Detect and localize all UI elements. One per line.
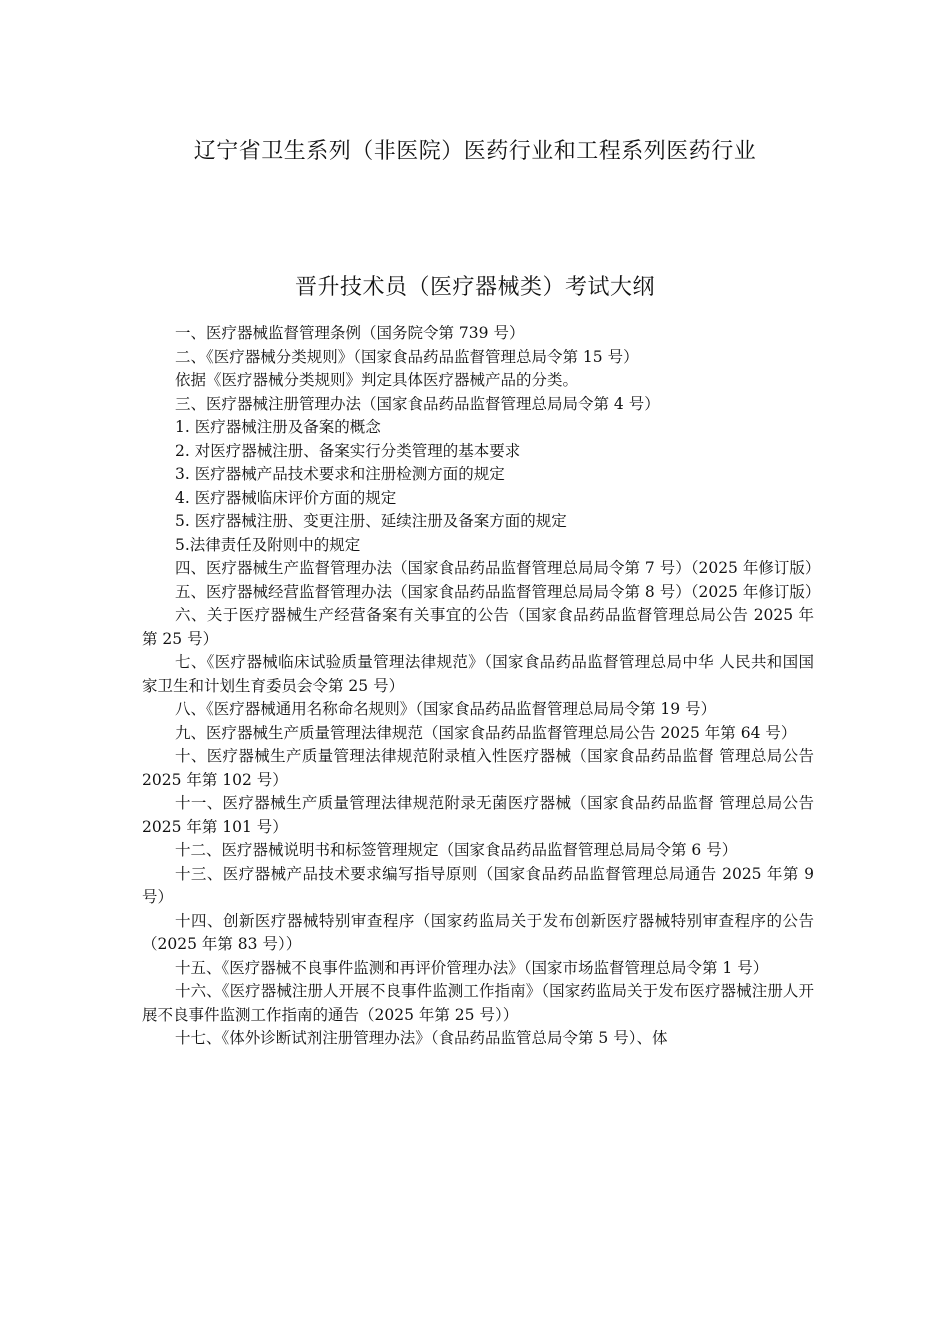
outline-subitem-3-2: 2. 对医疗器械注册、备案实行分类管理的基本要求 — [175, 441, 521, 460]
outline-item-12: 十二、医疗器械说明书和标签管理规定（国家食品药品监督管理总局局令第 6 号） — [175, 841, 738, 859]
outline-subitem-3-1: 1. 医疗器械注册及备案的概念 — [175, 418, 381, 436]
outline-item-7: 七、《医疗器械临床试验质量管理法律规范》（国家食品药品监督管理总局中华 人民共和国国家卫生和计划生育委员会令第 25 号） — [142, 653, 814, 695]
outline-item-10: 十、医疗器械生产质量管理法律规范附录植入性医疗器械（国家食品药品监督 管理总局公告 2025 年第 102 号） — [142, 747, 814, 789]
outline-subitem-3-6: 5.法律责任及附则中的规定 — [175, 535, 361, 554]
outline-item-1: 一、医疗器械监督管理条例（国务院令第 739 号） — [175, 324, 525, 342]
document-title-line-2: 晋升技术员（医疗器械类）考试大纲 — [294, 275, 655, 300]
outline-subitem-3-3: 3. 医疗器械产品技术要求和注册检测方面的规定 — [175, 465, 505, 483]
outline-item-13: 十三、医疗器械产品技术要求编写指导原则（国家食品药品监督管理总局通告 2025 年第 9 号） — [142, 864, 814, 906]
outline-item-16: 十六、《医疗器械注册人开展不良事件监测工作指南》（国家药监局关于发布医疗器械注册人开展不良事件监测工作指南的通告（2025 年第 25 号）） — [142, 982, 814, 1024]
outline-item-9: 九、医疗器械生产质量管理法律规范（国家食品药品监督管理总局公告 2025 年第 64 号） — [175, 723, 797, 742]
outline-subitem-3-5: 5. 医疗器械注册、变更注册、延续注册及备案方面的规定 — [175, 512, 567, 530]
outline-item-8: 八、《医疗器械通用名称命名规则》（国家食品药品监督管理总局局令第 19 号） — [175, 700, 717, 718]
outline-item-6: 六、关于医疗器械生产经营备案有关事宜的公告（国家食品药品监督管理总局公告 2025 年 第 25 号） — [142, 606, 814, 648]
outline-item-11: 十一、医疗器械生产质量管理法律规范附录无菌医疗器械（国家食品药品监督 管理总局公告 2025 年第 101 号） — [142, 794, 814, 836]
outline-item-4: 四、医疗器械生产监督管理办法（国家食品药品监督管理总局局令第 7 号）（2025 年修订版） — [175, 559, 821, 577]
outline-item-2-note: 依据《医疗器械分类规则》判定具体医疗器械产品的分类。 — [175, 371, 579, 389]
outline-item-5: 五、医疗器械经营监督管理办法（国家食品药品监督管理总局局令第 8 号）（2025 年修订版） — [175, 582, 821, 601]
outline-item-15: 十五、《医疗器械不良事件监测和再评价管理办法》（国家市场监督管理总局令第 1 号） — [175, 958, 769, 977]
outline-subitem-3-4: 4. 医疗器械临床评价方面的规定 — [175, 488, 397, 507]
outline-item-2: 二、《医疗器械分类规则》（国家食品药品监督管理总局令第 15 号） — [175, 347, 639, 366]
document-title-line-1: 辽宁省卫生系列（非医院）医药行业和工程系列医药行业 — [193, 139, 757, 164]
outline-item-17: 十七、《体外诊断试剂注册管理办法》（食品药品监管总局令第 5 号）、体 — [175, 1029, 668, 1047]
outline-item-3: 三、医疗器械注册管理办法（国家食品药品监督管理总局局令第 4 号） — [175, 394, 660, 413]
document-body — [142, 322, 821, 1051]
outline-item-14: 十四、创新医疗器械特别审查程序（国家药监局关于发布创新医疗器械特别审查程序的公告（2025 年第 83 号）） — [142, 911, 814, 953]
